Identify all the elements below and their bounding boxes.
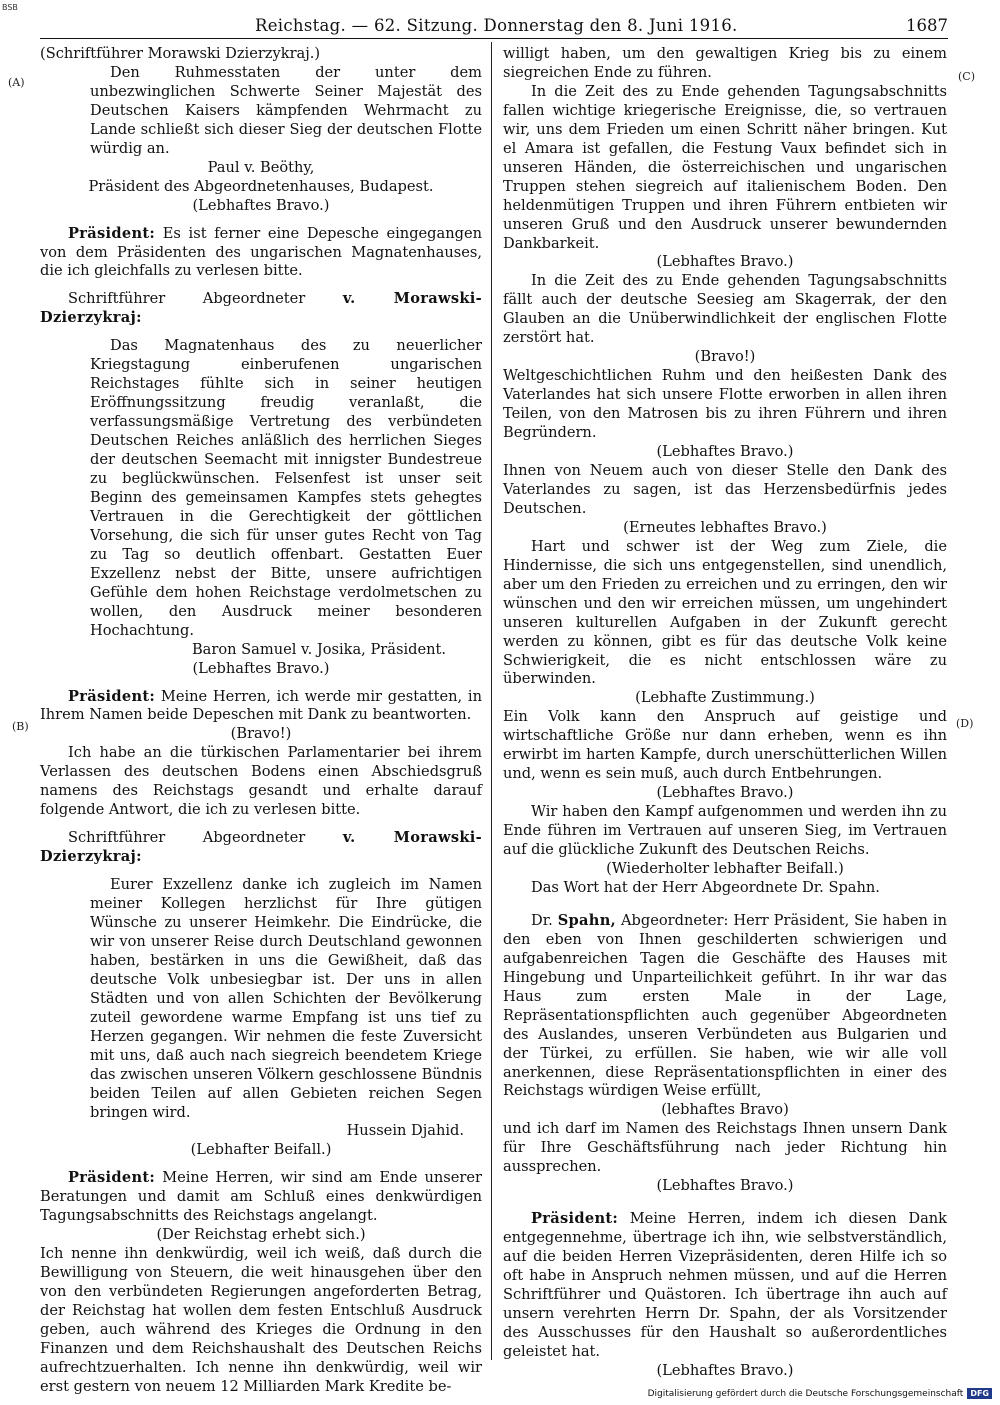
column-divider <box>491 42 492 1360</box>
speaker-name: Präsident: <box>68 687 156 705</box>
right-column <box>503 45 947 1381</box>
page-title: Reichstag. — 62. Sitzung. Donnerstag den 8. Juni 1916. <box>255 16 738 35</box>
reaction: (Lebhaftes Bravo.) <box>192 196 330 214</box>
letter-signature: Hussein Djahid. <box>346 1122 464 1140</box>
speaker-name: Präsident: <box>68 1169 156 1187</box>
reaction: (Lebhaftes Bravo.) <box>656 443 794 461</box>
speaker-role: Schriftführer Abgeordneter <box>68 290 306 308</box>
reaction: (Lebhafte Zustimmung.) <box>635 689 815 707</box>
left-column <box>40 45 482 1397</box>
speech-paragraph: und ich darf im Namen des Reichstags Ihnen unsern Dank für Ihre Geschäftsführung nach jeder Richtung hin aussprechen. <box>503 1120 947 1176</box>
speech-paragraph: In die Zeit des zu Ende gehenden Tagungsabschnitts fallen wichtige kriegerische Ereignisse, die, so vertrauen wir, uns dem Frieden um einen Schritt näher bringen. Kut el Amara ist gefallen, die Festung Vaux befindet sich in unseren Händen, die österreichischen und ungarischen Truppen stehen siegreich auf italienischem Boden. Den heldenmütigen Truppen und ihren Führern entbieten wir unseren Gruß und den Ausdruck unserer bewundernden Dankbarkeit. <box>503 82 947 252</box>
reaction: (Lebhaftes Bravo.) <box>656 1177 794 1195</box>
speech-paragraph <box>503 1210 947 1362</box>
reaction: (Lebhaftes Bravo.) <box>192 659 330 677</box>
speech-paragraph <box>40 225 482 282</box>
speech-paragraph <box>503 912 947 1102</box>
digitization-credit <box>648 1388 992 1399</box>
speech-paragraph: Hart und schwer ist der Weg zum Ziele, die Hindernisse, die sich uns entgegenstellen, sind unendlich, aber um den Frieden zu erreichen und zu erringen, den wir wünschen und den wir erreichen müssen, um ungehindert unseren kulturellen Aufgaben in der Zukunft gerecht werden zu können, gibt es für das deutsche Volk keine Schwierigkeit, die es nicht entschlossen wäre zu überwinden. <box>503 537 947 688</box>
reaction: (Der Reichstag erhebt sich.) <box>156 1226 366 1244</box>
running-head <box>40 12 948 38</box>
speech-paragraph: Ihnen von Neuem auch von dieser Stelle den Dank des Vaterlandes zu sagen, ist das Herzensbedürfnis jedes Deutschen. <box>503 461 947 517</box>
dfg-logo: DFG <box>967 1388 992 1399</box>
speaker-name: Präsident: <box>531 1210 619 1228</box>
reaction: (lebhaftes Bravo) <box>661 1101 789 1119</box>
library-mark: BSB <box>2 3 18 12</box>
letter-text: Das Magnatenhaus des zu neuerlicher Kriegstagung einberufenen ungarischen Reichstages fühlte sich in seiner heutigen Eröffnungssitzung freudig veranlaßt, die verfassungsmäßige Vertretung des verbündeten Deutschen Reiches anläßlich des herrlichen Sieges der deutschen Seemacht mit innigster Bundestreue zu beglückwünschen. Felsenfest ist unser seit Beginn des gemeinsamen Kampfes stets gehegtes Vertrauen in die Gerechtigkeit der göttlichen Vorsehung, die sich für unser gutes Recht von Tag zu Tag so deutlich offenbart. Gestatten Euer Exzellenz nebst der Bitte, unsere aufrichtigen Gefühle dem hohen Reichstage verdolmetschen zu wollen, den Ausdruck meiner besonderen Hochachtung. <box>90 337 482 639</box>
margin-marker-c: (C) <box>958 70 975 83</box>
speech-paragraph: In die Zeit des zu Ende gehenden Tagungsabschnitts fällt auch der deutsche Seesieg am Skagerrak, der den Glauben an die Unüberwindlichkeit der englischen Flotte zerstört hat. <box>503 272 947 347</box>
speech-paragraph: Das Wort hat der Herr Abgeordnete Dr. Spahn. <box>531 878 880 896</box>
speaker-intro <box>40 829 482 867</box>
speech-text: Meine Herren, wir sind am Ende unserer Beratungen und damit am Schluß eines denkwürdigen Tagungsabschnitts des Reichstags angelangt. <box>40 1169 482 1225</box>
header-rule <box>40 38 948 39</box>
margin-marker-b: (B) <box>12 720 29 733</box>
speaker-title: Dr. <box>531 911 553 929</box>
speech-text: Meine Herren, indem ich diesen Dank entgegennehme, übertrage ich ihn, wie selbstverständlich, auf die beiden Herren Vizepräsidenten, deren Hilfe ich so oft habe in Anspruch nehmen müssen, und auf die Herren Schriftführer und Quästoren. Ich übertrage ihn auch auf unsern verehrten Herrn Dr. Spahn, der als Vorsitzender des Ausschusses für den Haushalt so außerordentliches geleistet hat. <box>503 1210 948 1360</box>
letter-signature-title: Präsident des Abgeordnetenhauses, Budapest. <box>88 177 434 195</box>
speech-text: Es ist ferner eine Depesche eingegangen von dem Präsidenten des ungarischen Magnatenhauses, die ich gleichfalls zu verlesen bitte. <box>40 224 482 280</box>
margin-marker-a: (A) <box>8 76 25 89</box>
reaction: (Bravo!) <box>694 348 756 366</box>
reaction: (Lebhaftes Bravo.) <box>656 253 794 271</box>
speaker-name: Spahn, <box>557 911 617 929</box>
credit-text: Digitalisierung gefördert durch die Deutsche Forschungsgemeinschaft <box>647 1388 964 1399</box>
letter-signature: Baron Samuel v. Josika, Präsident. <box>191 640 446 658</box>
letter-text: Eurer Exzellenz danke ich zugleich im Namen meiner Kollegen herzlichst für Ihre gütigen Wünsche zu unserer Heimkehr. Die Eindrücke, die wir von unserer Reise durch Deutschland gewonnen haben, bestärken in uns die Gewißheit, daß das deutsche Volk unbesiegbar ist. Der uns in allen Städten und von allen Schichten der Bevölkerung zuteil gewordene warme Empfang ist uns tief zu Herzen gegangen. Wir nehmen die feste Zuversicht mit uns, daß auch nach siegreich beendetem Kriege das zwischen unseren Völkern geschlossene Bündnis beiden Teilen auf allen Gebieten reichen Segen bringen wird. <box>90 876 482 1121</box>
speech-text: Meine Herren, ich werde mir gestatten, in Ihrem Namen beide Depeschen mit Dank zu beantworten. <box>40 687 482 724</box>
reaction: (Wiederholter lebhafter Beifall.) <box>606 859 844 877</box>
speech-paragraph: Ich habe an die türkischen Parlamentarier bei ihrem Verlassen des deutschen Bodens einen Abschiedsgruß namens des Reichstags gesandt und erhalte darauf folgende Antwort, die ich zu verlesen bitte. <box>40 744 482 819</box>
reaction: (Lebhaftes Bravo.) <box>656 1361 794 1379</box>
reaction: (Lebhafter Beifall.) <box>190 1141 332 1159</box>
speaker-name: v. Morawski-Dzierzykraj: <box>40 290 482 327</box>
letter-signature: Paul v. Beöthy, <box>207 158 315 176</box>
margin-marker-d: (D) <box>956 717 974 730</box>
speech-paragraph: Wir haben den Kampf aufgenommen und werden ihn zu Ende führen im Vertrauen auf unseren Sieg, im Vertrauen auf die glückliche Zukunft des Deutschen Reichs. <box>503 803 947 859</box>
speech-paragraph: Ein Volk kann den Anspruch auf geistige und wirtschaftliche Größe nur dann erheben, wenn es ihn erwirbt im harten Kampfe, durch unerschütterlichen Willen und, wenn es sein muß, auch durch Entbehrungen. <box>503 708 947 783</box>
reaction: (Erneutes lebhaftes Bravo.) <box>623 518 827 536</box>
reaction: (Bravo!) <box>230 725 292 743</box>
speaker-intro <box>40 290 482 328</box>
speech-text: Abgeordneter: Herr Präsident, Sie haben in den eben von Ihnen geschilderten schwierigen und aufgabenreichen Tagen die Geschäfte des Hauses mit Hingebung und Unparteilichkeit geführt. In ihr war das Haus zum ersten Male in der Lage, Repräsentationspflichten auch gegenüber Abgeordneten des Auslandes, unseren Verbündeten aus Bulgarien und der Türkei, zu erfüllen. Sie haben, wie wir alle voll anerkennen, diese Repräsentationspflichten in einer des Reichstags würdigen Weise erfüllt, <box>503 911 947 1100</box>
reaction: (Lebhaftes Bravo.) <box>656 784 794 802</box>
speech-paragraph: Weltgeschichtlichen Ruhm und den heißesten Dank des Vaterlandes hat sich unsere Flotte erworben in allen ihren Teilen, von den Matrosen bis zu ihren Führern und ihren Begründern. <box>503 367 947 442</box>
speech-paragraph: willigt haben, um den gewaltigen Krieg bis zu einem siegreichen Ende zu führen. <box>503 45 947 81</box>
page-number: 1687 <box>906 16 948 35</box>
speaker-name: v. Morawski-Dzierzykraj: <box>40 829 482 866</box>
speaker-role: Schriftführer Abgeordneter <box>68 829 306 847</box>
speech-paragraph <box>40 1169 482 1226</box>
speaker-name: Präsident: <box>68 224 156 242</box>
letter-text: Den Ruhmesstaten der unter dem unbezwinglichen Schwerte Seiner Majestät des Deutschen Kaisers kämpfenden Wehrmacht zu Lande schließt sich dieser Sieg der deutschen Flotte würdig an. <box>90 63 482 157</box>
speech-paragraph: Ich nenne ihn denkwürdig, weil ich weiß, daß durch die Bewilligung von Steuern, die weit hinausgehen über den von den verbündeten Regierungen angeforderten Betrag, der Reichstag hat wollen dem festen Entschluß Ausdruck geben, auch während des Krieges die Ordnung in den Finanzen und dem Reichshaushalt des Deutschen Reichs aufrechtzuerhalten. Ich nenne ihn denkwürdig, weil wir erst gestern von neuem 12 Milliarden Mark Kredite be- <box>40 1245 482 1395</box>
speech-paragraph <box>40 688 482 726</box>
secretary-note: (Schriftführer Morawski Dzierzykraj.) <box>40 45 321 62</box>
